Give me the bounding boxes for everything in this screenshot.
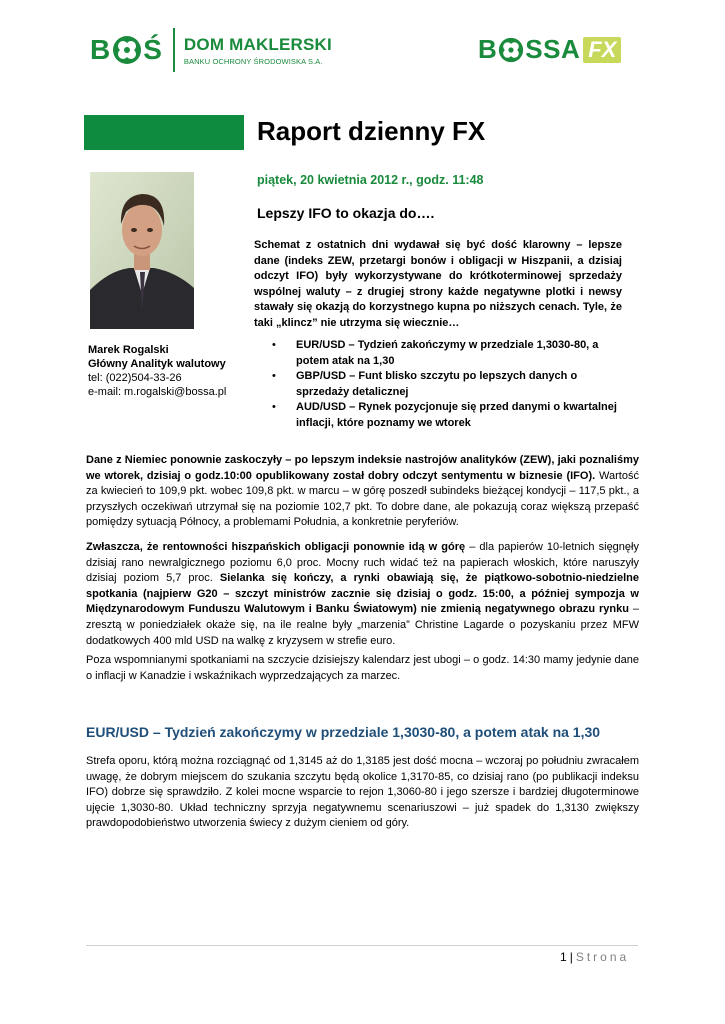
- paragraph-germany: [86, 453, 639, 531]
- bossa-fx-logo: [478, 34, 621, 65]
- bullet-gbpusd: • GBP/USD – Funt blisko szczytu po lepszych danych o sprzedaży detalicznej: [272, 369, 624, 400]
- author-block: [88, 343, 238, 399]
- bos-logo-letter-b: B: [90, 34, 112, 65]
- bossa-wordmark: [478, 34, 580, 65]
- author-name: Marek Rogalski: [88, 344, 169, 356]
- page-footer: [560, 950, 629, 964]
- bossa-clover-icon: [498, 37, 524, 63]
- page-number: 1: [560, 950, 567, 964]
- bossa-letters-ssa: SSA: [525, 34, 581, 64]
- dom-maklerski-subtitle: BANKU OCHRONY ŚRODOWISKA S.A.: [183, 56, 323, 66]
- paragraph-spain-text-2: – zresztą w poniedziałek okaże się, na ile realne były „marzenia” Christine Lagarde o pozyskaniu przez MFW dodatkowych 400 mld USD na walkę z kryzysem w strefie euro.: [86, 603, 639, 647]
- intro-paragraph: Schemat z ostatnich dni wydawał się być dość klarowny – lepsze dane (indeks ZEW, przetargi bonów i obligacji w Hiszpanii, a dzisiaj odczyt IFO) były wykorzystywane do krótkoterminowej sprzedaży wspólnej waluty – z drugiej strony każde negatywne plotki i newsy stawały się okazją do korzystnego kupna po niższych cenach. Tyle, że taki „klincz” nie utrzyma się wiecznie…: [254, 239, 622, 329]
- report-headline: Lepszy IFO to okazja do….: [257, 205, 435, 221]
- bossa-fx-badge: FX: [583, 37, 621, 63]
- footer-page-label: Strona: [575, 950, 630, 964]
- summary-bullet-list: [272, 338, 624, 431]
- paragraph-spain-bold-2: Sielanka się kończy, a rynki obawiają się, że piątkowo-sobotnio-niedzielne spotkania (najpierw G20 – szczyt ministrów zacznie się dzisiaj o godz. 15:00, a później sympozja w Międzynarodowym Funduszu Walutowym i Banku Światowym) nie zmienią negatywnego obrazu rynku: [86, 572, 640, 616]
- author-portrait-image: [90, 172, 194, 329]
- dom-maklerski-block: [184, 35, 332, 66]
- paragraph-germany-bold: Dane z Niemiec ponownie zaskoczyły – po lepszym indeksie nastrojów analityków (ZEW), jaki poznaliśmy we wtorek, dzisiaj o godz.10:00 opublikowany został dobry odczyt sentymentu w biznesie (IFO).: [86, 454, 639, 482]
- section-text-eurusd: Strefa oporu, którą można rozciągnąć od 1,3145 aż do 1,3185 jest dość mocna – wczoraj po południu zwracałem uwagę, że dobrym miejscem do szukania szczytu będą okolice 1,3170-85, co dzisiaj rano (po publikacji indeksu IFO) dobrze się sprawdziło. Z kolei mocne wsparcie to rejon 1,3060-80 i jego szersze i bardziej długoterminowe ujęcie 1,3030-80. Układ techniczny sprzyja negatywnemu scenariuszowi – już spadek do 1,3130 zwiększy prawdopodobieństwo utworzenia świecy z dużym cieniem od góry.: [86, 755, 639, 830]
- bullet-eurusd: • EUR/USD – Tydzień zakończymy w przedziale 1,3030-80, a potem atak na 1,30: [272, 338, 624, 369]
- paragraph-spain-text-1: – dla papierów 10-letnich sięgnęły dzisiaj rano newralgicznego poziomu 6,0 proc. Mocny ruch widać też na papierach włoskich, które naruszyły dzisiaj poziom 5,7 proc.: [86, 541, 639, 585]
- footer-divider: [86, 945, 638, 946]
- report-title: Raport dzienny FX: [257, 116, 486, 146]
- footer-separator: |: [569, 950, 573, 964]
- bullet-audusd: • AUD/USD – Rynek pozycjonuje się przed danymi o kwartalnej inflacji, które poznamy we wtorek: [272, 400, 624, 431]
- bos-logo-wordmark: [90, 34, 163, 66]
- paragraph-germany-text: Wartość za kwiecień to 109,9 pkt. wobec 109,8 pkt. w marcu – w górę poszedł subindeks bieżącej kondycji – 117,5 pkt., a przyszłych oczekiwań utrzymał się na poziomie 102,7 pkt. To dobre dane, ale pokazują coraz większą przepaść pomiędzy sytuacją Północy, a problemami Południa, a konkretnie peryferiów.: [86, 469, 639, 529]
- title-accent-bar: [84, 115, 244, 150]
- dom-maklerski-title: DOM MAKLERSKI: [183, 34, 332, 54]
- section-heading-eurusd: EUR/USD – Tydzień zakończymy w przedziale 1,3030-80, a potem atak na 1,30: [86, 724, 601, 740]
- paragraph-spain: [86, 540, 639, 649]
- clover-icon: [112, 35, 142, 65]
- logo-divider: [173, 28, 175, 72]
- paragraph-spain-bold-1: Zwłaszcza, że rentowności hiszpańskich obligacji ponownie idą w górę: [86, 541, 466, 553]
- author-photo: [90, 172, 194, 329]
- report-date: piątek, 20 kwietnia 2012 r., godz. 11:48: [257, 173, 484, 187]
- author-email[interactable]: e-mail: m.rogalski@bossa.pl: [88, 386, 227, 398]
- bos-logo-letter-s: Ś: [143, 34, 163, 65]
- paragraph-calendar: Poza wspomnianymi spotkaniami na szczycie dzisiejszy kalendarz jest ubogi – o godz. 14:30 mamy jedynie dane o inflacji w Kanadzie i wskaźnikach wyprzedzających za marzec.: [86, 654, 639, 682]
- bossa-letter-b: B: [478, 34, 498, 64]
- bos-logo: [90, 28, 332, 72]
- author-role: Główny Analityk walutowy: [88, 358, 226, 370]
- author-phone: tel: (022)504-33-26: [88, 372, 182, 384]
